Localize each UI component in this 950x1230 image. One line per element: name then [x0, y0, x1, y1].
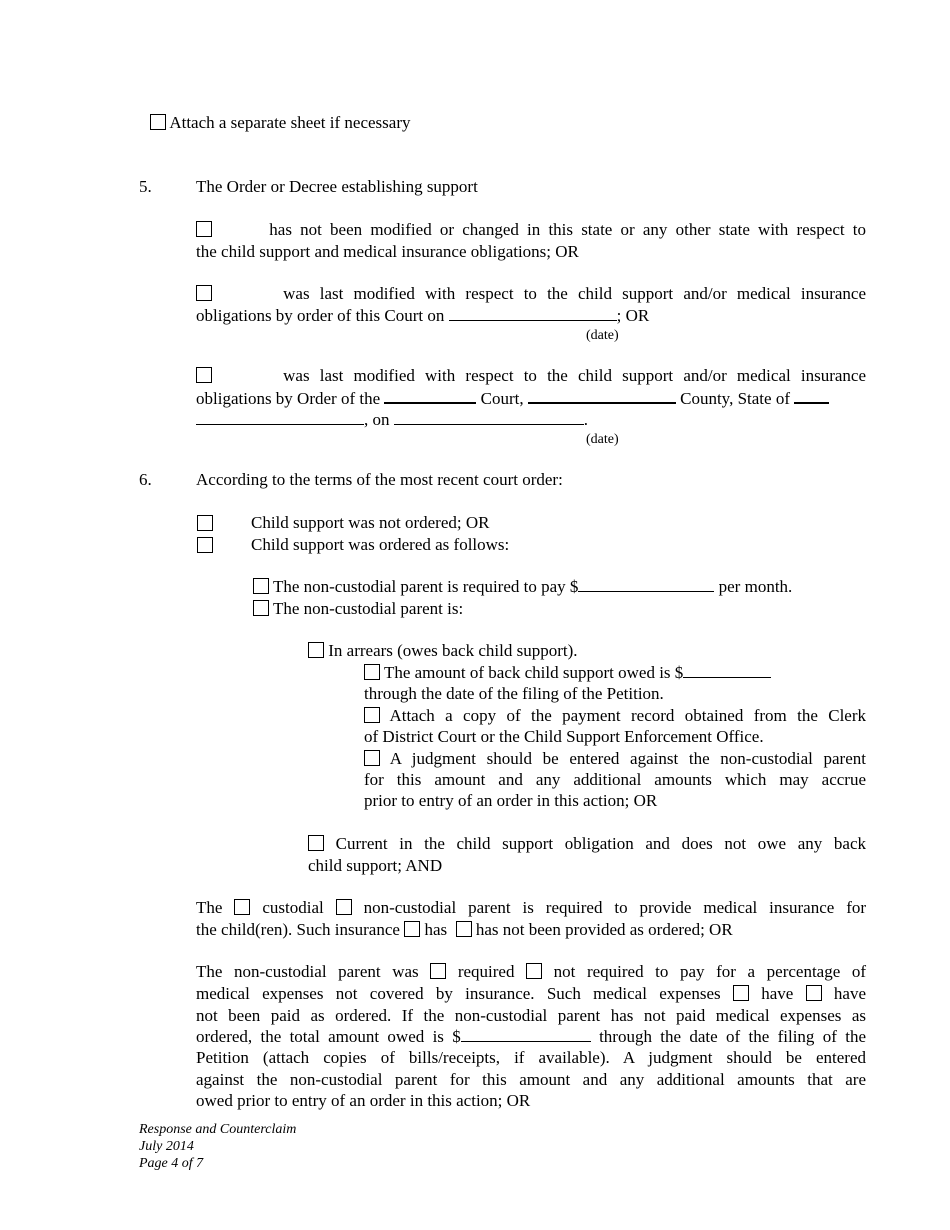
s5c-state-blank[interactable]: [794, 388, 829, 404]
s5c-date-label: (date): [586, 432, 619, 447]
med-required-checkbox[interactable]: [430, 963, 446, 979]
s5c-court-blank[interactable]: [384, 388, 476, 404]
back-owed-checkbox[interactable]: [364, 664, 380, 680]
section-5-title: The Order or Decree establishing support: [196, 177, 478, 196]
attach-sheet-label: Attach a separate sheet if necessary: [169, 113, 411, 132]
insurance-line2: the child(ren). Such insurance has has not been provided as ordered; OR: [196, 920, 733, 939]
judgment-line3: prior to entry of an order in this action; OR: [364, 791, 658, 810]
current-checkbox[interactable]: [308, 835, 324, 851]
judgment-line1: A judgment should be entered against the non-custodial parent: [364, 749, 866, 769]
s5-option-c-checkbox[interactable]: [196, 367, 212, 383]
section-6-title: According to the terms of the most recent court order:: [196, 470, 563, 489]
s5-option-c-line1: was last modified with respect to the child support and/or medical insurance: [196, 366, 866, 386]
medical-line4: ordered, the total amount owed is $ through the date of the filing of the: [196, 1027, 866, 1046]
attach-sheet-checkbox[interactable]: [150, 114, 166, 130]
back-owed-row: The amount of back child support owed is $: [364, 663, 771, 683]
pay-checkbox[interactable]: [253, 578, 269, 594]
arrears-row: In arrears (owes back child support).: [308, 641, 578, 661]
ordered-checkbox[interactable]: [197, 537, 213, 553]
s5-option-c-line2: obligations by Order of the Court, County, State of: [196, 388, 829, 409]
section-5-number: 5.: [139, 177, 152, 196]
med-notrequired-checkbox[interactable]: [526, 963, 542, 979]
back-owed-blank[interactable]: [683, 663, 771, 678]
ins-hasnot-checkbox[interactable]: [456, 921, 472, 937]
s5-option-c-line3: , on .: [196, 410, 588, 430]
s5-option-b-line1: was last modified with respect to the child support and/or medical insurance: [196, 284, 866, 304]
pay-amount-blank[interactable]: [578, 577, 714, 592]
medical-line7: owed prior to entry of an order in this action; OR: [196, 1091, 531, 1110]
is-checkbox[interactable]: [253, 600, 269, 616]
s5b-date-label: (date): [586, 328, 619, 343]
footer-page: Page 4 of 7: [139, 1156, 204, 1171]
footer-title: Response and Counterclaim: [139, 1122, 297, 1137]
medical-line3: not been paid as ordered. If the non-custodial parent has not paid medical expenses as: [196, 1006, 866, 1025]
judgment-line2: for this amount and any additional amounts which may accrue: [364, 770, 866, 789]
s5-option-a-checkbox[interactable]: [196, 221, 212, 237]
s5-option-b-checkbox[interactable]: [196, 285, 212, 301]
through-line: through the date of the filing of the Petition.: [364, 684, 664, 703]
s5-option-a-line1: has not been modified or changed in this state or any other state with respect to: [196, 220, 866, 240]
ins-custodial-checkbox[interactable]: [234, 899, 250, 915]
attach-record-line1: Attach a copy of the payment record obtained from the Clerk: [364, 706, 866, 726]
s5c-date-blank[interactable]: [394, 410, 584, 425]
current-line1: Current in the child support obligation and does not owe any back: [308, 834, 866, 854]
medical-line1: The non-custodial parent was required not required to pay for a percentage of: [196, 962, 867, 981]
medical-line5: Petition (attach copies of bills/receipts, if available). A judgment should be entered: [196, 1048, 866, 1067]
current-line2: child support; AND: [308, 856, 443, 875]
ordered-label: Child support was ordered as follows:: [251, 535, 510, 554]
insurance-line1: The custodial non-custodial parent is required to provide medical insurance for: [196, 898, 867, 917]
attach-record-line2: of District Court or the Child Support Enforcement Office.: [364, 727, 764, 746]
footer: [139, 1121, 296, 1172]
not-ordered-label: Child support was not ordered; OR: [251, 513, 490, 532]
ins-noncustodial-checkbox[interactable]: [336, 899, 352, 915]
med-have-checkbox[interactable]: [733, 985, 749, 1001]
med-amount-blank[interactable]: [461, 1027, 591, 1042]
s5-option-b-line2: obligations by order of this Court on ; OR: [196, 306, 650, 325]
footer-date: July 2014: [139, 1139, 194, 1154]
section-6-number: 6.: [139, 470, 152, 489]
attach-record-checkbox[interactable]: [364, 707, 380, 723]
s5-option-a-line2: the child support and medical insurance obligations; OR: [196, 242, 579, 261]
s5c-state-blank-cont[interactable]: [196, 410, 364, 425]
is-row: The non-custodial parent is:: [253, 599, 463, 619]
medical-line2: medical expenses not covered by insurance. Such medical expenses have have: [196, 984, 866, 1003]
med-havenot-checkbox[interactable]: [806, 985, 822, 1001]
ins-has-checkbox[interactable]: [404, 921, 420, 937]
not-ordered-checkbox[interactable]: [197, 515, 213, 531]
judgment-checkbox[interactable]: [364, 750, 380, 766]
s5b-date-blank[interactable]: [449, 306, 617, 321]
attach-sheet-row: [150, 113, 411, 133]
s5c-county-blank[interactable]: [528, 388, 676, 404]
arrears-checkbox[interactable]: [308, 642, 324, 658]
medical-line6: against the non-custodial parent for this amount and any additional amounts that are: [196, 1070, 866, 1089]
pay-row: The non-custodial parent is required to pay $ per month.: [253, 577, 792, 597]
